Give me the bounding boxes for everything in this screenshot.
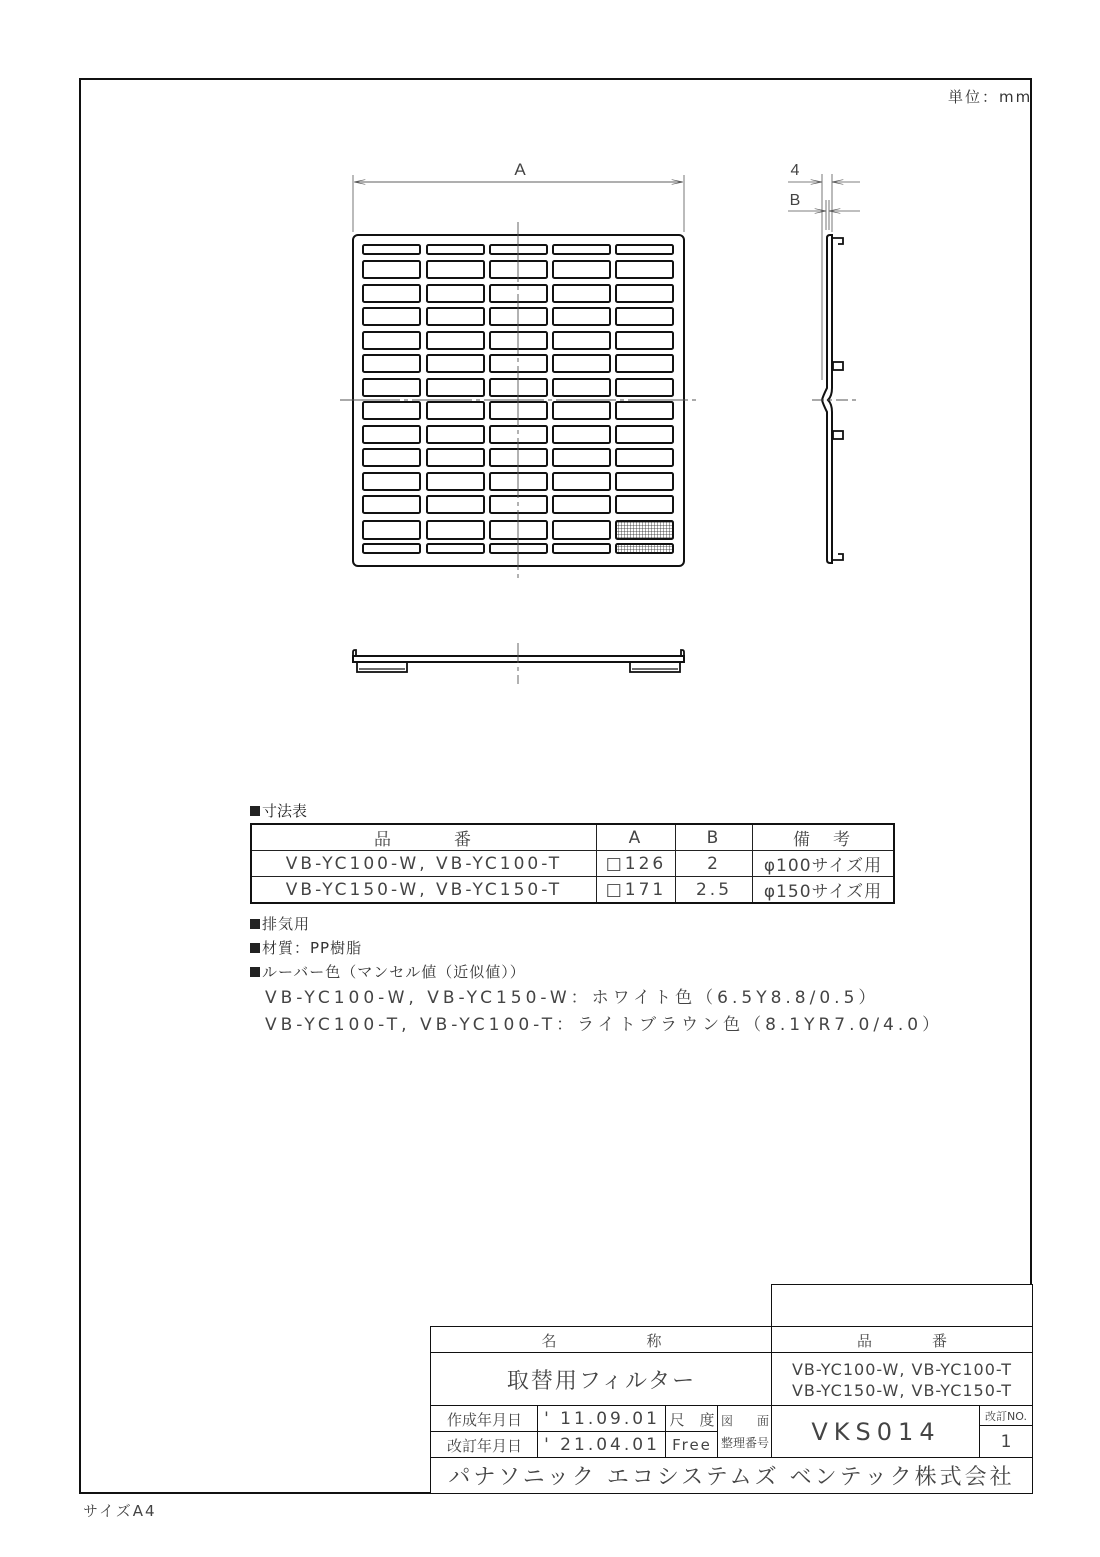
cell-model: VB-YC100-W, VB-YC100-T [251,851,597,877]
grille-slot [427,544,484,553]
header-note: 備 考 [753,824,895,851]
part-numbers [771,1352,1033,1407]
grille-slot [427,402,484,419]
dimension-b-label: B [789,192,801,209]
unit-label: 単位：mm [948,88,1033,106]
created-date-value: ' 11.09.01 [537,1405,667,1433]
grille-slot [490,308,547,325]
bullet-square-icon [250,943,260,953]
note-exhaust: 排気用 [250,913,310,934]
grille-slot [490,544,547,553]
grille-slot [490,379,547,396]
grille-slot [490,332,547,349]
grille-slot [616,473,673,490]
grille-slot [427,496,484,513]
grille-slot [616,261,673,278]
grille-slot [363,308,420,325]
grille-slot [616,285,673,302]
grille-slot [616,402,673,419]
grille-slot [363,473,420,490]
title-block-blank [771,1284,1033,1328]
grille-slot [616,332,673,349]
drawing-number-value: VKS014 [771,1405,981,1459]
dimension-a-label: A [514,160,526,179]
grille-slot [363,379,420,396]
table-header-row [251,824,894,851]
grille-slot [553,496,610,513]
grille-slot [490,245,547,254]
cell-model: VB-YC150-W, VB-YC150-T [251,877,597,904]
note-color-lightbrown: VB-YC100-T, VB-YC100-T：ライトブラウン色（8.1YR7.0/4.0） [265,1015,944,1035]
grille-slot [553,426,610,443]
grille-slot [363,496,420,513]
bullet-square-icon [250,806,260,816]
grille-slot [427,521,484,539]
revised-date-label: 改訂年月日 [430,1431,539,1459]
grille-slot [427,379,484,396]
grille-slot [363,332,420,349]
grille-slot [490,496,547,513]
grille-slot [553,521,610,539]
dimension-table-title: 寸法表 [250,800,307,821]
part-number-line: VB-YC100-W, VB-YC100-T [791,1359,1012,1379]
cell-a: □126 [597,851,676,877]
part-number-header: 品 番 [771,1326,1033,1354]
bullet-square-icon [250,967,260,977]
grille-slot [553,308,610,325]
revised-date-value: ' 21.04.01 [537,1431,667,1459]
grille-slot [490,449,547,466]
grille-slot [553,245,610,254]
name-header: 名 称 [430,1326,773,1354]
grille-slot [616,426,673,443]
grille-slot [553,402,610,419]
grille-slot [427,308,484,325]
cell-note: φ100サイズ用 [753,851,895,877]
grille-slot [427,426,484,443]
bullet-square-icon [250,919,260,929]
grille-slot [427,245,484,254]
grille-slot [553,473,610,490]
side-view [788,162,860,563]
grille-slot [616,245,673,254]
company-name: パナソニック エコシステムズ ベンテック株式会社 [430,1457,1033,1494]
cell-a: □171 [597,877,676,904]
scale-label: 尺 度 [665,1405,719,1433]
grille-slot [553,332,610,349]
grille-slot [363,449,420,466]
dimension-4-label: 4 [790,162,800,179]
grille-slot [427,285,484,302]
part-number-line: VB-YC150-W, VB-YC150-T [791,1380,1012,1400]
grille-slot [427,261,484,278]
grille-slot [553,449,610,466]
grille-slot [363,245,420,254]
grille-slot [490,402,547,419]
header-a: A [597,824,676,851]
note-louver-color: ルーバー色（マンセル値（近似値）） [250,961,526,982]
created-date-label: 作成年月日 [430,1405,539,1433]
grille-slot [427,473,484,490]
grille-slot [363,285,420,302]
grille-slot [363,426,420,443]
grille-slot [363,544,420,553]
grille-slot [363,402,420,419]
grille-slot [427,355,484,372]
grille-slot [616,496,673,513]
grille-slot [490,521,547,539]
grille-slot [427,449,484,466]
grille-slot [553,285,610,302]
grille-slot [427,332,484,349]
grille-slot [553,355,610,372]
grille-slot [363,521,420,539]
revision-label: 改訂NO. [979,1405,1033,1427]
header-b: B [676,824,753,851]
grille-slot [616,308,673,325]
grille-slot [490,426,547,443]
dimension-table [250,823,895,904]
cell-b: 2.5 [676,877,753,904]
grille-slot [490,285,547,302]
table-row [251,877,894,904]
grille-slot [616,355,673,372]
grille-slot [553,544,610,553]
cell-b: 2 [676,851,753,877]
grille-slot [616,379,673,396]
table-row [251,851,894,877]
grille-slot [363,355,420,372]
cell-note: φ150サイズ用 [753,877,895,904]
grille-slot [490,355,547,372]
grille-slot [553,261,610,278]
scale-value: Free [665,1431,719,1459]
revision-value: 1 [979,1425,1033,1459]
grille-slot [490,473,547,490]
product-name: 取替用フィルター [430,1352,773,1407]
header-model: 品 番 [251,824,597,851]
note-material: 材質：PP樹脂 [250,937,362,958]
note-color-white: VB-YC100-W, VB-YC150-W：ホワイト色（6.5Y8.8/0.5） [265,988,880,1008]
paper-size-label: サイズA4 [83,1502,157,1520]
front-view [340,160,696,580]
grille-slot [363,261,420,278]
bottom-view [353,643,684,684]
grille-slot [490,261,547,278]
grille-slot [616,449,673,466]
drawing-number-label: 図 面 整理番号 [717,1405,773,1459]
grille-slot [553,379,610,396]
